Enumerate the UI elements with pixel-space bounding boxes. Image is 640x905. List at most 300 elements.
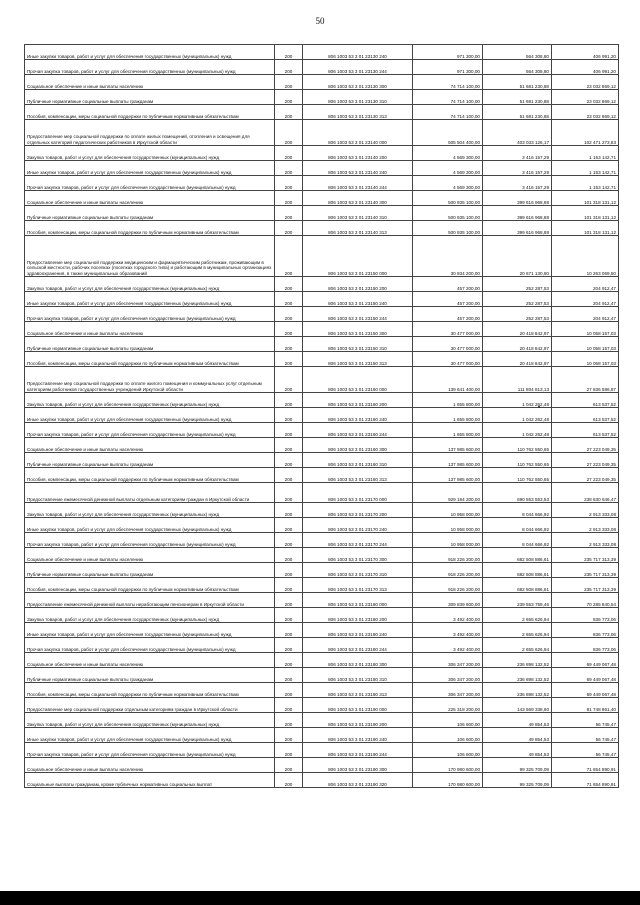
row-name-text: Социальное обеспечение и иные выплаты населению bbox=[27, 766, 144, 772]
table-row bbox=[25, 277, 619, 292]
table-row bbox=[25, 743, 619, 758]
row-name-text: Предоставление ежемесячной денежной выплаты неработающим пенсионерам в Иркутской области bbox=[27, 601, 244, 607]
cell-name bbox=[25, 408, 275, 423]
cell-name bbox=[25, 758, 275, 773]
cell-remaining: 23 032 869,12 bbox=[552, 75, 619, 90]
cell-code: 200 bbox=[275, 533, 303, 548]
cell-name bbox=[25, 206, 275, 221]
cell-executed: 49 854,53 bbox=[483, 713, 552, 728]
cell-remaining: 10 263 069,50 bbox=[552, 236, 619, 277]
cell-name bbox=[25, 578, 275, 593]
cell-plan: 500 935 100,00 bbox=[413, 191, 483, 206]
table-row bbox=[25, 638, 619, 653]
cell-remaining: 71 654 890,91 bbox=[552, 773, 619, 788]
cell-name bbox=[25, 503, 275, 518]
cell-plan: 106 600,00 bbox=[413, 713, 483, 728]
table-row bbox=[25, 623, 619, 638]
cell-name bbox=[25, 45, 275, 60]
cell-kbk: 806 1003 53 3 01 23190 000 bbox=[303, 698, 413, 713]
cell-name bbox=[25, 638, 275, 653]
cell-plan: 918 226 200,00 bbox=[413, 578, 483, 593]
cell-plan: 457 200,00 bbox=[413, 307, 483, 322]
row-name-text: Иные закупки товаров, работ и услуг для обеспечения государственных (муниципальных) нужд bbox=[27, 300, 232, 306]
cell-plan: 1 655 800,00 bbox=[413, 393, 483, 408]
cell-kbk: 806 1003 53 3 01 23170 310 bbox=[303, 563, 413, 578]
cell-kbk: 806 1003 53 3 01 23150 240 bbox=[303, 292, 413, 307]
cell-kbk: 806 1003 53 3 01 23180 244 bbox=[303, 638, 413, 653]
cell-remaining: 56 745,47 bbox=[552, 728, 619, 743]
cell-remaining: 204 912,47 bbox=[552, 277, 619, 292]
row-name-text: Иные закупки товаров, работ и услуг для обеспечения государственных (муниципальных) нужд bbox=[27, 631, 232, 637]
cell-name bbox=[25, 743, 275, 758]
cell-name bbox=[25, 653, 275, 668]
cell-kbk: 806 1003 53 3 01 23170 244 bbox=[303, 533, 413, 548]
cell-executed: 239 553 759,46 bbox=[483, 593, 552, 608]
table-row bbox=[25, 468, 619, 483]
cell-remaining: 613 537,52 bbox=[552, 408, 619, 423]
cell-plan: 309 839 600,00 bbox=[413, 593, 483, 608]
table-row bbox=[25, 503, 619, 518]
row-name-text: Публичные нормативные социальные выплаты гражданам bbox=[27, 345, 154, 351]
cell-plan: 10 958 000,00 bbox=[413, 533, 483, 548]
row-name-text: Иные закупки товаров, работ и услуг для обеспечения государственных (муниципальных) нужд bbox=[27, 53, 232, 59]
cell-remaining: 27 836 586,87 bbox=[552, 367, 619, 393]
cell-remaining: 101 318 131,12 bbox=[552, 206, 619, 221]
cell-executed: 1 042 262,48 bbox=[483, 423, 552, 438]
row-name-text: Социальное обеспечение и иные выплаты населению bbox=[27, 446, 144, 452]
cell-kbk: 806 1003 53 3 01 23150 000 bbox=[303, 236, 413, 277]
cell-code: 200 bbox=[275, 638, 303, 653]
cell-code: 200 bbox=[275, 307, 303, 322]
cell-plan: 306 347 200,00 bbox=[413, 653, 483, 668]
cell-name bbox=[25, 423, 275, 438]
cell-plan: 74 714 100,00 bbox=[413, 105, 483, 120]
cell-plan: 3 492 400,00 bbox=[413, 638, 483, 653]
table-row bbox=[25, 176, 619, 191]
cell-executed: 236 898 132,52 bbox=[483, 653, 552, 668]
cell-remaining: 235 717 313,39 bbox=[552, 548, 619, 563]
cell-name bbox=[25, 468, 275, 483]
cell-plan: 170 980 600,00 bbox=[413, 758, 483, 773]
cell-kbk: 806 1003 53 3 01 23160 244 bbox=[303, 423, 413, 438]
cell-code: 200 bbox=[275, 236, 303, 277]
table-row bbox=[25, 453, 619, 468]
cell-kbk: 806 1003 53 3 01 23170 240 bbox=[303, 518, 413, 533]
cell-executed: 49 854,53 bbox=[483, 743, 552, 758]
row-name-text: Предоставление мер социальной поддержки медицинским и фармацевтическим работникам, проживающим в сельской местности, рабочих поселках (поселках городского типа) и работающим в муниципальных организациях здравоохранения, в также муниципальных образований bbox=[27, 259, 272, 276]
cell-code: 200 bbox=[275, 758, 303, 773]
cell-plan: 1 655 800,00 bbox=[413, 423, 483, 438]
cell-kbk: 806 1003 53 3 01 23190 244 bbox=[303, 743, 413, 758]
row-name-text: Прочая закупка товаров, работ и услуг для обеспечения государственных (муниципальных) нужд bbox=[27, 315, 236, 321]
cell-executed: 2 655 626,94 bbox=[483, 623, 552, 638]
cell-kbk: 806 1003 53 3 01 23190 300 bbox=[303, 758, 413, 773]
cell-executed: 1 042 262,48 bbox=[483, 408, 552, 423]
row-name-text: Прочая закупка товаров, работ и услуг для обеспечения государственных (муниципальных) нужд bbox=[27, 184, 236, 190]
cell-code: 200 bbox=[275, 468, 303, 483]
cell-remaining: 204 912,47 bbox=[552, 292, 619, 307]
cell-kbk: 806 1003 53 3 01 23150 310 bbox=[303, 337, 413, 352]
cell-kbk: 806 1003 53 3 01 23150 200 bbox=[303, 277, 413, 292]
cell-plan: 971 300,00 bbox=[413, 60, 483, 75]
row-name-text: Иные закупки товаров, работ и услуг для обеспечения государственных (муниципальных) нужд bbox=[27, 736, 232, 742]
cell-name bbox=[25, 352, 275, 367]
cell-name bbox=[25, 728, 275, 743]
cell-remaining: 406 991,20 bbox=[552, 45, 619, 60]
cell-plan: 4 569 300,00 bbox=[413, 176, 483, 191]
cell-name bbox=[25, 191, 275, 206]
cell-plan: 457 200,00 bbox=[413, 292, 483, 307]
row-name-text: Пособия, компенсации, меры социальной поддержки по публичным нормативным обязательствам bbox=[27, 691, 239, 697]
table-row bbox=[25, 668, 619, 683]
table-row bbox=[25, 683, 619, 698]
cell-code: 200 bbox=[275, 578, 303, 593]
cell-code: 200 bbox=[275, 337, 303, 352]
cell-remaining: 27 223 049,35 bbox=[552, 468, 619, 483]
cell-name bbox=[25, 221, 275, 236]
row-name-text: Социальные выплаты гражданам, кроме публичных нормативных социальных выплат bbox=[27, 781, 213, 787]
table-row bbox=[25, 593, 619, 608]
cell-kbk: 806 1003 53 3 01 23180 200 bbox=[303, 608, 413, 623]
cell-code: 200 bbox=[275, 105, 303, 120]
cell-plan: 1 655 800,00 bbox=[413, 408, 483, 423]
cell-kbk: 806 1003 53 3 01 23190 200 bbox=[303, 713, 413, 728]
cell-kbk: 806 1003 53 3 01 23130 300 bbox=[303, 75, 413, 90]
cell-remaining: 613 537,52 bbox=[552, 393, 619, 408]
cell-name bbox=[25, 146, 275, 161]
cell-remaining: 27 223 049,35 bbox=[552, 453, 619, 468]
row-name-text: Закупка товаров, работ и услуг для обеспечения государственных (муниципальных) нужд bbox=[27, 511, 220, 517]
cell-code: 200 bbox=[275, 408, 303, 423]
row-name-text: Пособия, компенсации, меры социальной поддержки по публичным нормативным обязательствам bbox=[27, 586, 239, 592]
cell-remaining: 70 285 840,54 bbox=[552, 593, 619, 608]
cell-executed: 2 655 626,94 bbox=[483, 638, 552, 653]
table-row bbox=[25, 307, 619, 322]
cell-code: 200 bbox=[275, 623, 303, 638]
row-name-text: Иные закупки товаров, работ и услуг для обеспечения государственных (муниципальных) нужд bbox=[27, 169, 232, 175]
cell-executed: 564 308,80 bbox=[483, 60, 552, 75]
cell-plan: 10 958 000,00 bbox=[413, 503, 483, 518]
table-row bbox=[25, 608, 619, 623]
cell-plan: 4 569 300,00 bbox=[413, 146, 483, 161]
cell-kbk: 806 1003 53 3 01 23170 200 bbox=[303, 503, 413, 518]
cell-executed: 51 681 230,88 bbox=[483, 105, 552, 120]
cell-plan: 225 318 200,00 bbox=[413, 698, 483, 713]
cell-plan: 500 935 100,00 bbox=[413, 221, 483, 236]
cell-remaining: 1 153 142,71 bbox=[552, 176, 619, 191]
cell-plan: 30 934 200,00 bbox=[413, 236, 483, 277]
cell-remaining: 102 471 273,83 bbox=[552, 120, 619, 146]
cell-code: 200 bbox=[275, 743, 303, 758]
cell-executed: 3 416 157,29 bbox=[483, 176, 552, 191]
cell-remaining: 2 913 333,08 bbox=[552, 533, 619, 548]
cell-code: 200 bbox=[275, 728, 303, 743]
cell-code: 200 bbox=[275, 120, 303, 146]
cell-remaining: 81 748 861,40 bbox=[552, 698, 619, 713]
row-name-text: Пособия, компенсации, меры социальной поддержки по публичным нормативным обязательствам bbox=[27, 113, 239, 119]
cell-executed: 51 681 230,88 bbox=[483, 75, 552, 90]
cell-executed: 399 616 968,88 bbox=[483, 191, 552, 206]
row-name-text: Публичные нормативные социальные выплаты гражданам bbox=[27, 571, 154, 577]
cell-remaining: 10 058 157,03 bbox=[552, 337, 619, 352]
row-name-text: Предоставление мер социальной поддержки отдельным категориям граждан в Иркутской области bbox=[27, 706, 238, 712]
cell-name bbox=[25, 337, 275, 352]
cell-kbk: 806 1003 53 3 01 23140 300 bbox=[303, 191, 413, 206]
row-name-text: Прочая закупка товаров, работ и услуг для обеспечения государственных (муниципальных) нужд bbox=[27, 646, 236, 652]
cell-executed: 252 287,53 bbox=[483, 277, 552, 292]
table-row bbox=[25, 423, 619, 438]
cell-name bbox=[25, 773, 275, 788]
bottom-scan-border bbox=[0, 891, 640, 905]
cell-code: 200 bbox=[275, 191, 303, 206]
cell-code: 200 bbox=[275, 221, 303, 236]
cell-plan: 306 347 200,00 bbox=[413, 668, 483, 683]
cell-kbk: 806 1003 53 3 01 23180 240 bbox=[303, 623, 413, 638]
cell-executed: 99 325 709,09 bbox=[483, 773, 552, 788]
table-row bbox=[25, 578, 619, 593]
cell-name bbox=[25, 548, 275, 563]
cell-executed: 2 655 626,94 bbox=[483, 608, 552, 623]
cell-remaining: 27 223 049,35 bbox=[552, 438, 619, 453]
cell-name bbox=[25, 307, 275, 322]
cell-executed: 20 671 130,50 bbox=[483, 236, 552, 277]
cell-plan: 137 985 600,00 bbox=[413, 468, 483, 483]
cell-code: 200 bbox=[275, 548, 303, 563]
cell-name bbox=[25, 277, 275, 292]
cell-remaining: 1 153 142,71 bbox=[552, 146, 619, 161]
cell-remaining: 235 717 313,39 bbox=[552, 578, 619, 593]
table-row bbox=[25, 45, 619, 60]
table-row bbox=[25, 337, 619, 352]
cell-plan: 139 641 400,00 bbox=[413, 367, 483, 393]
cell-code: 200 bbox=[275, 75, 303, 90]
cell-code: 200 bbox=[275, 653, 303, 668]
cell-kbk: 806 1003 53 3 01 23160 300 bbox=[303, 438, 413, 453]
cell-remaining: 235 717 313,39 bbox=[552, 563, 619, 578]
cell-kbk: 806 1003 53 3 01 23140 313 bbox=[303, 221, 413, 236]
table-row bbox=[25, 120, 619, 146]
cell-executed: 110 762 550,65 bbox=[483, 468, 552, 483]
row-name-text: Публичные нормативные социальные выплаты гражданам bbox=[27, 461, 154, 467]
cell-name bbox=[25, 698, 275, 713]
row-name-text: Публичные нормативные социальные выплаты гражданам bbox=[27, 676, 154, 682]
cell-code: 200 bbox=[275, 593, 303, 608]
row-name-text: Пособия, компенсации, меры социальной поддержки по публичным нормативным обязательствам bbox=[27, 229, 239, 235]
cell-executed: 20 418 842,97 bbox=[483, 322, 552, 337]
table-row bbox=[25, 393, 619, 408]
cell-name bbox=[25, 533, 275, 548]
cell-code: 200 bbox=[275, 393, 303, 408]
table-row bbox=[25, 408, 619, 423]
cell-executed: 8 044 666,92 bbox=[483, 503, 552, 518]
cell-plan: 971 300,00 bbox=[413, 45, 483, 60]
cell-name bbox=[25, 322, 275, 337]
cell-code: 200 bbox=[275, 453, 303, 468]
cell-code: 200 bbox=[275, 608, 303, 623]
cell-kbk: 806 1003 53 3 01 23130 240 bbox=[303, 45, 413, 60]
cell-remaining: 69 449 067,48 bbox=[552, 668, 619, 683]
cell-name bbox=[25, 593, 275, 608]
cell-kbk: 806 1003 53 3 01 23170 313 bbox=[303, 578, 413, 593]
cell-code: 200 bbox=[275, 503, 303, 518]
cell-kbk: 806 1003 53 3 01 23180 000 bbox=[303, 593, 413, 608]
table-row bbox=[25, 206, 619, 221]
cell-plan: 306 347 200,00 bbox=[413, 683, 483, 698]
cell-executed: 690 553 553,53 bbox=[483, 483, 552, 503]
cell-plan: 170 980 600,00 bbox=[413, 773, 483, 788]
cell-code: 200 bbox=[275, 277, 303, 292]
table-row bbox=[25, 758, 619, 773]
cell-kbk: 806 1003 53 3 01 23150 313 bbox=[303, 352, 413, 367]
cell-name bbox=[25, 236, 275, 277]
row-name-text: Закупка товаров, работ и услуг для обеспечения государственных (муниципальных) нужд bbox=[27, 285, 220, 291]
cell-remaining: 836 773,06 bbox=[552, 608, 619, 623]
cell-code: 200 bbox=[275, 683, 303, 698]
row-name-text: Иные закупки товаров, работ и услуг для обеспечения государственных (муниципальных) нужд bbox=[27, 416, 232, 422]
cell-name bbox=[25, 438, 275, 453]
cell-kbk: 806 1003 53 3 01 23140 310 bbox=[303, 206, 413, 221]
table-body bbox=[25, 45, 619, 788]
cell-plan: 106 600,00 bbox=[413, 743, 483, 758]
cell-name bbox=[25, 683, 275, 698]
cell-name bbox=[25, 176, 275, 191]
row-name-text: Пособия, компенсации, меры социальной поддержки по публичным нормативным обязательствам bbox=[27, 476, 239, 482]
table-row bbox=[25, 322, 619, 337]
cell-kbk: 806 1003 53 3 01 23140 200 bbox=[303, 146, 413, 161]
cell-plan: 74 714 100,00 bbox=[413, 90, 483, 105]
cell-remaining: 101 318 131,12 bbox=[552, 221, 619, 236]
cell-kbk: 806 1003 53 3 01 23140 240 bbox=[303, 161, 413, 176]
cell-kbk: 806 1003 53 3 01 23170 300 bbox=[303, 548, 413, 563]
cell-name bbox=[25, 292, 275, 307]
cell-kbk: 806 1003 53 3 01 23190 320 bbox=[303, 773, 413, 788]
cell-executed: 682 508 886,61 bbox=[483, 563, 552, 578]
cell-executed: 3 416 157,29 bbox=[483, 146, 552, 161]
cell-code: 200 bbox=[275, 367, 303, 393]
cell-remaining: 1 153 142,71 bbox=[552, 161, 619, 176]
table-row bbox=[25, 105, 619, 120]
cell-code: 200 bbox=[275, 60, 303, 75]
table-row bbox=[25, 191, 619, 206]
row-name-text: Социальное обеспечение и иные выплаты населению bbox=[27, 83, 144, 89]
cell-kbk: 806 1003 53 3 01 23190 240 bbox=[303, 728, 413, 743]
cell-executed: 403 033 126,17 bbox=[483, 120, 552, 146]
cell-name bbox=[25, 518, 275, 533]
cell-plan: 3 492 400,00 bbox=[413, 623, 483, 638]
cell-remaining: 836 773,06 bbox=[552, 638, 619, 653]
cell-remaining: 71 654 890,91 bbox=[552, 758, 619, 773]
cell-executed: 110 762 550,65 bbox=[483, 453, 552, 468]
row-name-text: Публичные нормативные социальные выплаты гражданам bbox=[27, 214, 154, 220]
cell-executed: 564 308,80 bbox=[483, 45, 552, 60]
row-name-text: Публичные нормативные социальные выплаты гражданам bbox=[27, 98, 154, 104]
table-row bbox=[25, 60, 619, 75]
cell-name bbox=[25, 75, 275, 90]
cell-plan: 918 226 200,00 bbox=[413, 563, 483, 578]
cell-plan: 3 492 400,00 bbox=[413, 608, 483, 623]
cell-remaining: 2 913 333,08 bbox=[552, 518, 619, 533]
cell-plan: 106 600,00 bbox=[413, 728, 483, 743]
table-row bbox=[25, 352, 619, 367]
cell-plan: 137 985 600,00 bbox=[413, 438, 483, 453]
table-row bbox=[25, 483, 619, 503]
cell-plan: 505 504 400,00 bbox=[413, 120, 483, 146]
cell-plan: 137 985 600,00 bbox=[413, 453, 483, 468]
cell-executed: 99 325 709,09 bbox=[483, 758, 552, 773]
cell-remaining: 69 449 067,48 bbox=[552, 653, 619, 668]
cell-kbk: 806 1003 53 3 01 23180 300 bbox=[303, 653, 413, 668]
cell-name bbox=[25, 453, 275, 468]
cell-executed: 8 044 666,92 bbox=[483, 518, 552, 533]
cell-remaining: 101 318 131,12 bbox=[552, 191, 619, 206]
cell-name bbox=[25, 367, 275, 393]
row-name-text: Пособия, компенсации, меры социальной поддержки по публичным нормативным обязательствам bbox=[27, 360, 239, 366]
cell-code: 200 bbox=[275, 563, 303, 578]
row-name-text: Прочая закупка товаров, работ и услуг для обеспечения государственных (муниципальных) нужд bbox=[27, 751, 236, 757]
table-row bbox=[25, 653, 619, 668]
budget-execution-table bbox=[24, 44, 619, 788]
cell-code: 200 bbox=[275, 292, 303, 307]
row-name-text: Предоставление ежемесячной денежной выплаты отдельным категориям граждан в Иркутской области bbox=[27, 496, 250, 502]
cell-executed: 399 616 968,88 bbox=[483, 221, 552, 236]
cell-plan: 30 477 000,00 bbox=[413, 352, 483, 367]
cell-code: 200 bbox=[275, 45, 303, 60]
cell-executed: 252 287,53 bbox=[483, 307, 552, 322]
row-name-text: Предоставление мер социальной поддержки по оплате жилого помещения и коммунальных услуг отдельным категориям работников государственных учреждений Иркутской области bbox=[27, 381, 262, 392]
cell-remaining: 2 913 333,08 bbox=[552, 503, 619, 518]
cell-code: 200 bbox=[275, 518, 303, 533]
cell-code: 200 bbox=[275, 90, 303, 105]
cell-executed: 51 681 230,88 bbox=[483, 90, 552, 105]
row-name-text: Социальное обеспечение и иные выплаты населению bbox=[27, 661, 144, 667]
cell-remaining: 238 630 646,47 bbox=[552, 483, 619, 503]
table-row bbox=[25, 438, 619, 453]
cell-remaining: 10 058 157,03 bbox=[552, 322, 619, 337]
row-name-text: Социальное обеспечение и иные выплаты населению bbox=[27, 330, 144, 336]
cell-remaining: 613 537,52 bbox=[552, 423, 619, 438]
cell-name bbox=[25, 623, 275, 638]
table-row bbox=[25, 221, 619, 236]
cell-code: 200 bbox=[275, 322, 303, 337]
cell-code: 200 bbox=[275, 206, 303, 221]
row-name-text: Закупка товаров, работ и услуг для обеспечения государственных (муниципальных) нужд bbox=[27, 721, 220, 727]
cell-name bbox=[25, 713, 275, 728]
cell-kbk: 806 1003 53 3 01 23180 313 bbox=[303, 683, 413, 698]
cell-plan: 74 714 100,00 bbox=[413, 75, 483, 90]
cell-executed: 682 508 886,61 bbox=[483, 578, 552, 593]
table-row bbox=[25, 773, 619, 788]
cell-plan: 500 935 100,00 bbox=[413, 206, 483, 221]
cell-executed: 111 804 813,13 bbox=[483, 367, 552, 393]
cell-executed: 49 854,53 bbox=[483, 728, 552, 743]
cell-kbk: 806 1003 53 3 01 23130 310 bbox=[303, 90, 413, 105]
page-number: 50 bbox=[315, 16, 325, 26]
cell-plan: 929 184 200,00 bbox=[413, 483, 483, 503]
row-name-text: Прочая закупка товаров, работ и услуг для обеспечения государственных (муниципальных) нужд bbox=[27, 431, 236, 437]
cell-plan: 30 477 000,00 bbox=[413, 337, 483, 352]
cell-remaining: 56 745,47 bbox=[552, 743, 619, 758]
table-row bbox=[25, 367, 619, 393]
pen-mark: • bbox=[538, 405, 541, 411]
table-row bbox=[25, 292, 619, 307]
cell-plan: 4 569 300,00 bbox=[413, 161, 483, 176]
cell-code: 200 bbox=[275, 352, 303, 367]
cell-remaining: 23 032 869,12 bbox=[552, 105, 619, 120]
cell-executed: 20 418 842,97 bbox=[483, 337, 552, 352]
cell-name bbox=[25, 668, 275, 683]
cell-name bbox=[25, 393, 275, 408]
cell-name bbox=[25, 608, 275, 623]
